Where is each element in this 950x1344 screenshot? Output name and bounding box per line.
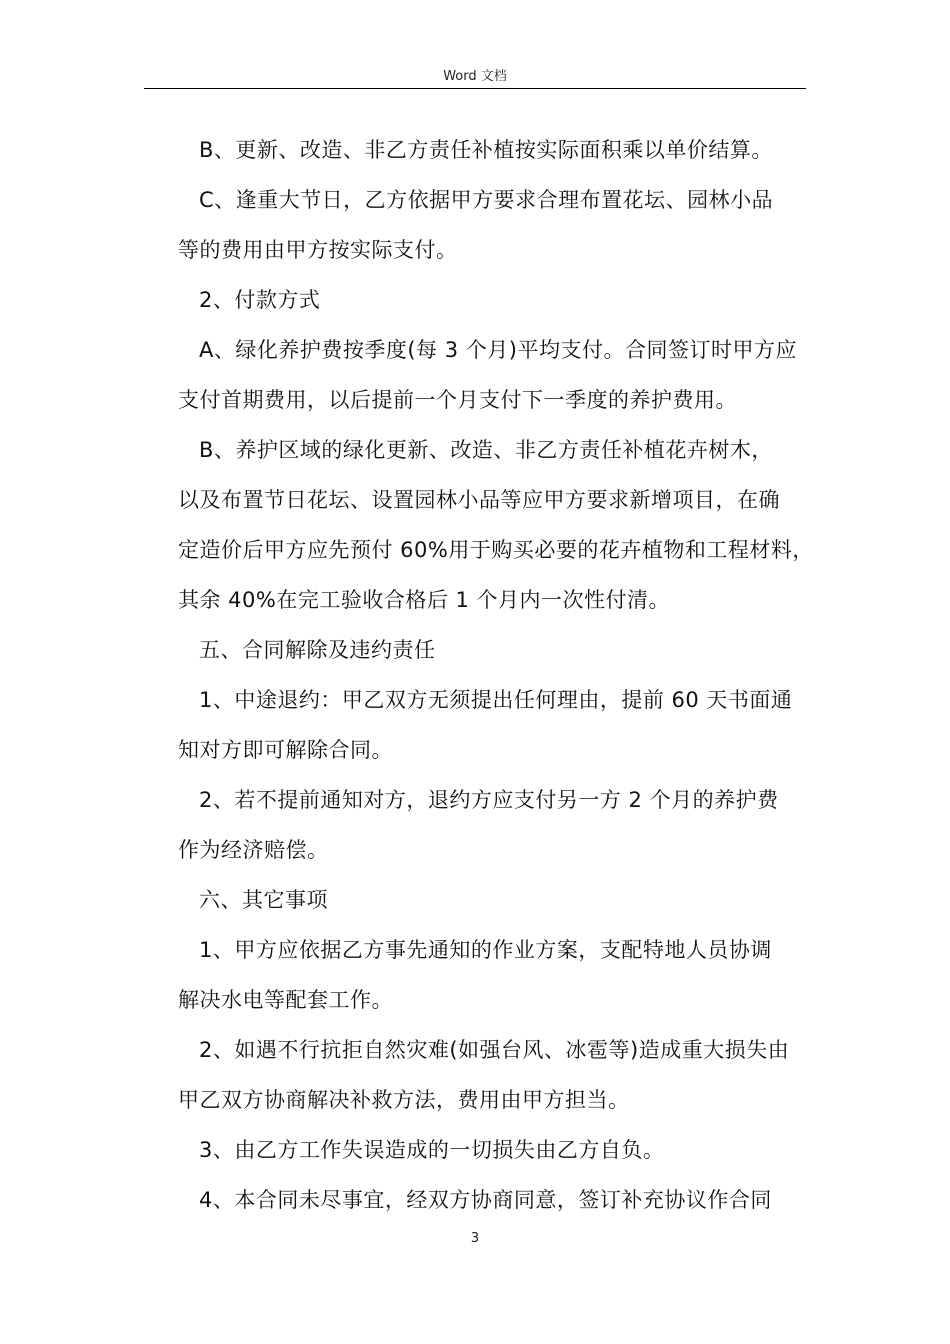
page-header: Word 文档 [443, 69, 507, 84]
paragraph-line: 定造价后甲方应先预付 60%用于购买必要的花卉植物和工程材料， [178, 538, 814, 562]
header-divider [144, 88, 806, 89]
paragraph-line: C、逢重大节日，乙方依据甲方要求合理布置花坛、园林小品 [199, 188, 774, 212]
paragraph-line: 以及布置节日花坛、设置园林小品等应甲方要求新增项目，在确 [178, 488, 780, 512]
paragraph-line: 2、如遇不行抗拒自然灾难(如强台风、冰雹等)造成重大损失由 [199, 1038, 790, 1062]
section-heading: 2、付款方式 [199, 288, 321, 312]
paragraph-line: 其余 40%在完工验收合格后 1 个月内一次性付清。 [178, 588, 671, 612]
page-number: 3 [470, 1231, 480, 1246]
paragraph-line: 2、若不提前通知对方，退约方应支付另一方 2 个月的养护费 [199, 788, 779, 812]
paragraph-line: 1、甲方应依据乙方事先通知的作业方案，支配特地人员协调 [199, 938, 772, 962]
paragraph-line: 解决水电等配套工作。 [178, 988, 393, 1012]
paragraph-line: 作为经济赔偿。 [178, 838, 329, 862]
section-heading: 五、合同解除及违约责任 [199, 638, 436, 662]
paragraph-line: 等的费用由甲方按实际支付。 [178, 238, 458, 262]
paragraph-line: 4、本合同未尽事宜，经双方协商同意，签订补充协议作合同 [199, 1188, 772, 1212]
paragraph-line: 甲乙双方协商解决补救方法，费用由甲方担当。 [178, 1088, 630, 1112]
paragraph-line: 1、中途退约：甲乙双方无须提出任何理由，提前 60 天书面通 [199, 688, 793, 712]
paragraph-line: 知对方即可解除合同。 [178, 738, 393, 762]
paragraph-line: 3、由乙方工作失误造成的一切损失由乙方自负。 [199, 1138, 665, 1162]
paragraph-line: B、养护区域的绿化更新、改造、非乙方责任补植花卉树木， [199, 438, 773, 462]
paragraph-line: A、绿化养护费按季度(每 3 个月)平均支付。合同签订时甲方应 [199, 338, 797, 362]
paragraph-line: B、更新、改造、非乙方责任补植按实际面积乘以单价结算。 [199, 138, 773, 162]
paragraph-line: 支付首期费用，以后提前一个月支付下一季度的养护费用。 [178, 388, 737, 412]
section-heading: 六、其它事项 [199, 888, 328, 912]
